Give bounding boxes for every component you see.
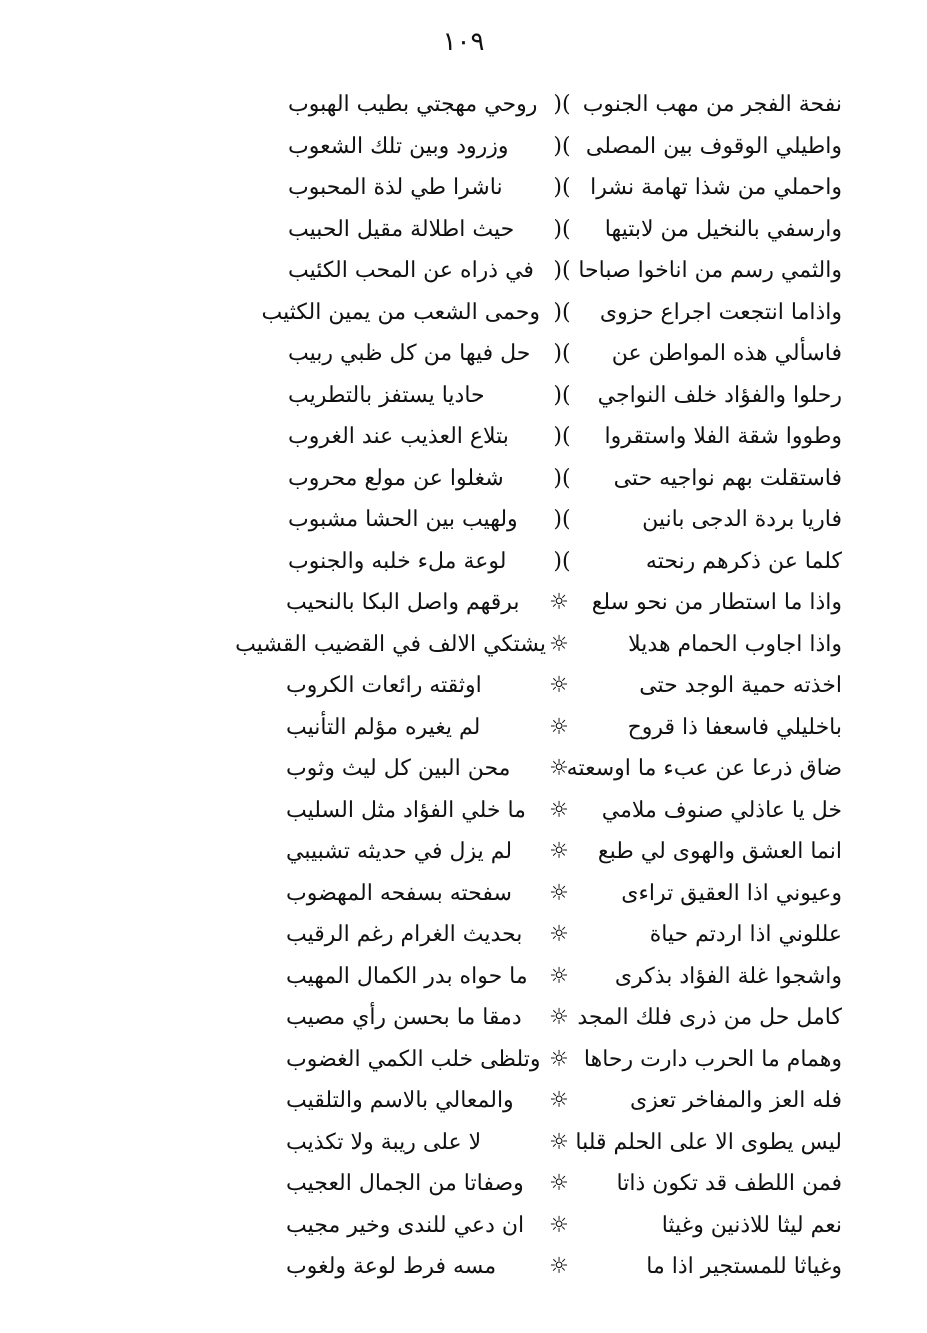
verse-line — [282, 250, 842, 292]
verse-separator: ☼ — [549, 631, 569, 657]
verse-separator: ☼ — [549, 1088, 569, 1114]
verse-separator: ☼ — [549, 839, 569, 865]
first-hemistich: نفحة الفجر من مهب الجنوب — [582, 92, 842, 118]
second-hemistich: وحمى الشعب من يمين الكثيب — [261, 299, 540, 325]
verse-line — [282, 707, 842, 749]
first-hemistich: كلما عن ذكرهم رنحته — [645, 548, 842, 574]
second-hemistich: مسه فرط لوعة ولغوب — [286, 1254, 497, 1280]
first-hemistich: واذا ما استطار من نحو سلع — [591, 590, 842, 616]
first-hemistich: وطووا شقة الفلا واستقروا — [604, 424, 842, 450]
verse-line — [282, 499, 842, 541]
verse-line — [282, 582, 842, 624]
second-hemistich: في ذراه عن المحب الكئيب — [288, 258, 534, 284]
first-hemistich: فمن اللطف قد تكون ذاتا — [616, 1171, 842, 1197]
second-hemistich: شغلوا عن مولع محروب — [288, 465, 504, 491]
verse-line — [282, 1163, 842, 1205]
verse-separator: )( — [553, 465, 571, 491]
verse-line — [282, 1205, 842, 1247]
verse-line — [282, 167, 842, 209]
first-hemistich: نعم ليثا للاذنين وغيثا — [661, 1212, 842, 1238]
first-hemistich: واطيلي الوقوف بين المصلى — [585, 133, 842, 159]
second-hemistich: سفحته بسفحه المهضوب — [286, 880, 512, 906]
second-hemistich: ولهيب بين الحشا مشبوب — [288, 507, 518, 533]
verse-separator: ☼ — [549, 1212, 569, 1238]
verse-separator: )( — [553, 175, 571, 201]
first-hemistich: اخذته حمية الوجد حتى — [639, 673, 842, 699]
second-hemistich: ان دعي للندى وخير مجيب — [286, 1212, 525, 1238]
second-hemistich: وزرود وبين تلك الشعوب — [288, 133, 509, 159]
verse-separator: ☼ — [549, 1005, 569, 1031]
first-hemistich: رحلوا والفؤاد خلف النواجي — [597, 382, 842, 408]
verse-line — [282, 458, 842, 500]
first-hemistich: وهمام ما الحرب دارت رحاها — [583, 1046, 842, 1072]
verse-separator: ☼ — [549, 797, 569, 823]
first-hemistich: واذا اجاوب الحمام هديلا — [628, 631, 842, 657]
first-hemistich: وارسفي بالنخيل من لابتيها — [604, 216, 842, 242]
verse-line — [282, 790, 842, 832]
first-hemistich: خل يا عاذلي صنوف ملامي — [601, 797, 842, 823]
first-hemistich: ليس يطوى الا على الحلم قلبا — [575, 1129, 842, 1155]
first-hemistich: فاريا بردة الدجى بانين — [642, 507, 842, 533]
first-hemistich: وعيوني اذا العقيق تراءى — [621, 880, 842, 906]
second-hemistich: ناشرا طي لذة المحبوب — [288, 175, 503, 201]
second-hemistich: حيث اطلالة مقيل الحبيب — [288, 216, 515, 242]
second-hemistich: لا على ريبة ولا تكذيب — [286, 1129, 482, 1155]
verse-line — [282, 831, 842, 873]
verse-line — [282, 375, 842, 417]
verse-separator: )( — [553, 382, 571, 408]
verse-line — [282, 748, 842, 790]
first-hemistich: فاسألي هذه المواطن عن — [611, 341, 842, 367]
first-hemistich: والثمي رسم من اناخوا صباحا — [578, 258, 842, 284]
verse-line — [282, 541, 842, 583]
verse-separator: )( — [553, 92, 571, 118]
second-hemistich: روحي مهجتي بطيب الهبوب — [288, 92, 538, 118]
verse-separator: )( — [553, 299, 571, 325]
first-hemistich: باخليلي فاسعفا ذا قروح — [627, 714, 842, 740]
second-hemistich: اوثقته رائعات الكروب — [286, 673, 482, 699]
second-hemistich: بحديث الغرام رغم الرقيب — [286, 922, 523, 948]
first-hemistich: واحملي من شذا تهامة نشرا — [590, 175, 842, 201]
verse-line — [282, 333, 842, 375]
verse-separator: )( — [553, 258, 571, 284]
second-hemistich: برقهم واصل البكا بالنحيب — [286, 590, 520, 616]
first-hemistich: كامل حل من ذرى فلك المجد — [577, 1005, 842, 1031]
verse-line — [282, 1080, 842, 1122]
second-hemistich: يشتكي الالف في القضيب القشيب — [235, 631, 546, 657]
second-hemistich: بتلاع العذيب عند الغروب — [288, 424, 509, 450]
second-hemistich: لوعة ملء خلبه والجنوب — [288, 548, 507, 574]
first-hemistich: عللوني اذا اردتم حياة — [649, 922, 842, 948]
verse-separator: )( — [553, 341, 571, 367]
first-hemistich: انما العشق والهوى لي طبع — [597, 839, 842, 865]
second-hemistich: وتلظى خلب الكمي الغضوب — [286, 1046, 541, 1072]
verse-line — [282, 416, 842, 458]
verse-line — [282, 84, 842, 126]
verse-separator: ☼ — [549, 1171, 569, 1197]
verse-line — [282, 126, 842, 168]
first-hemistich: واشجوا غلة الفؤاد بذكرى — [614, 963, 842, 989]
second-hemistich: والمعالي بالاسم والتلقيب — [286, 1088, 514, 1114]
verse-separator: )( — [553, 548, 571, 574]
second-hemistich: حاديا يستفز بالتطريب — [288, 382, 485, 408]
verse-line — [261, 292, 842, 334]
page-number: ١٠٩ — [442, 27, 485, 57]
second-hemistich: دمقا ما بحسن رأي مصيب — [286, 1005, 522, 1031]
verse-separator: ☼ — [549, 756, 569, 782]
second-hemistich: محن البين كل ليث وثوب — [286, 756, 511, 782]
second-hemistich: ما حواه بدر الكمال المهيب — [286, 963, 528, 989]
verse-line — [282, 1122, 842, 1164]
verse-separator: ☼ — [549, 922, 569, 948]
verse-separator: ☼ — [549, 673, 569, 699]
verse-separator: ☼ — [549, 714, 569, 740]
first-hemistich: فله العز والمفاخر تعزى — [630, 1088, 842, 1114]
verse-separator: )( — [553, 216, 571, 242]
second-hemistich: ما خلي الفؤاد مثل السليب — [286, 797, 526, 823]
first-hemistich: فاستقلت بهم نواجيه حتى — [613, 465, 842, 491]
second-hemistich: لم يغيره مؤلم التأنيب — [286, 714, 481, 740]
verse-separator: )( — [553, 424, 571, 450]
verse-line — [282, 209, 842, 251]
verse-line — [235, 624, 842, 666]
poem-body — [235, 84, 842, 1288]
verse-line — [282, 997, 842, 1039]
verse-line — [282, 873, 842, 915]
verse-separator: ☼ — [549, 1129, 569, 1155]
verse-line — [282, 1246, 842, 1288]
verse-line — [282, 956, 842, 998]
verse-line — [282, 914, 842, 956]
verse-separator: )( — [553, 133, 571, 159]
second-hemistich: وصفاتا من الجمال العجيب — [286, 1171, 524, 1197]
second-hemistich: حل فيها من كل ظبي ربيب — [288, 341, 531, 367]
verse-separator: )( — [553, 507, 571, 533]
first-hemistich: وغياثا للمستجير اذا ما — [646, 1254, 842, 1280]
verse-separator: ☼ — [549, 1254, 569, 1280]
verse-separator: ☼ — [549, 590, 569, 616]
first-hemistich: واذاما انتجعت اجراع حزوى — [599, 299, 842, 325]
second-hemistich: لم يزل في حديثه تشبيبي — [286, 839, 513, 865]
verse-separator: ☼ — [549, 880, 569, 906]
verse-separator: ☼ — [549, 1046, 569, 1072]
verse-line — [282, 665, 842, 707]
verse-separator: ☼ — [549, 963, 569, 989]
verse-line — [282, 1039, 842, 1081]
first-hemistich: ضاق ذرعا عن عبء ما اوسعته — [566, 756, 842, 782]
